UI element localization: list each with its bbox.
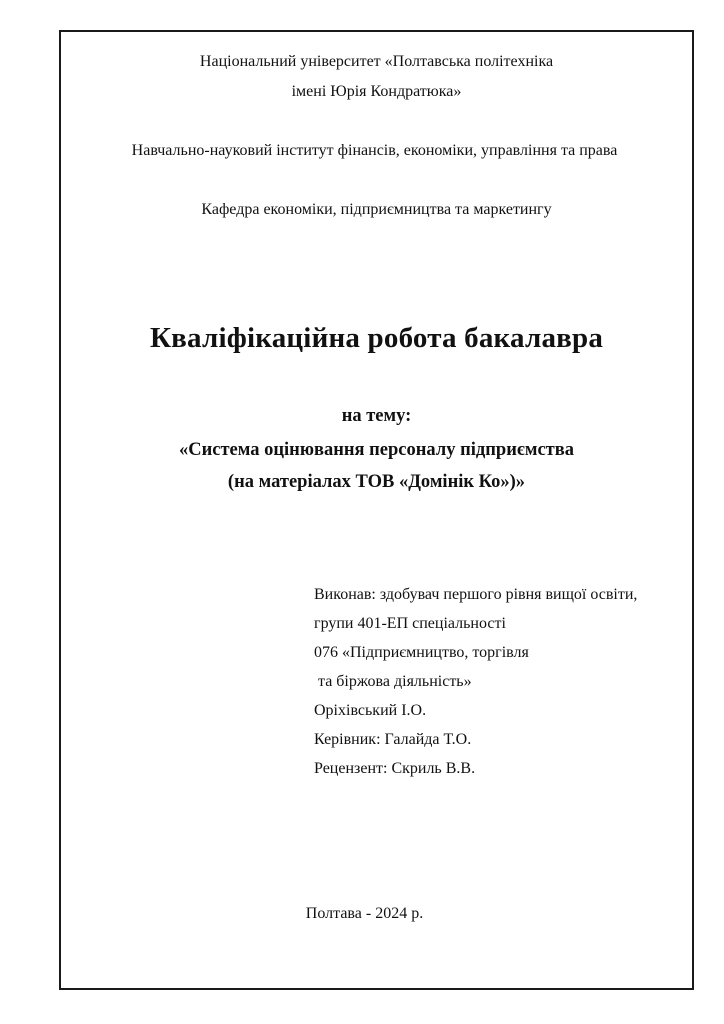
author-line-supervisor: Керівник: Галайда Т.О. bbox=[314, 731, 472, 748]
author-line-student-name: Оріхівський І.О. bbox=[314, 702, 427, 719]
author-line-reviewer: Рецензент: Скриль В.В. bbox=[314, 760, 476, 777]
document-title: Кваліфікаційна робота бакалавра bbox=[149, 322, 604, 354]
author-line-group: групи 401-ЕП спеціальності bbox=[314, 615, 506, 632]
city-year: Полтава - 2024 р. bbox=[305, 905, 424, 922]
author-line-performer: Виконав: здобувач першого рівня вищої освіти, bbox=[314, 586, 638, 603]
topic-line-2: (на матеріалах ТОВ «Домінік Ко»)» bbox=[227, 472, 526, 492]
author-line-specialty: 076 «Підприємництво, торгівля bbox=[314, 644, 529, 661]
topic-line-1: «Система оцінювання персоналу підприємства bbox=[178, 440, 574, 460]
author-line-specialty-cont: та біржова діяльність» bbox=[314, 673, 472, 690]
page-border-frame bbox=[59, 30, 694, 990]
institute-name: Навчально-науковий інститут фінансів, економіки, управління та права bbox=[131, 142, 618, 159]
university-name-line-1: Національний університет «Полтавська політехніка bbox=[199, 53, 554, 70]
author-info-block bbox=[314, 583, 684, 786]
university-name-line-2: імені Юрія Кондратюка» bbox=[291, 83, 462, 100]
topic-label: на тему: bbox=[341, 406, 412, 426]
department-name: Кафедра економіки, підприємництва та маркетингу bbox=[201, 201, 552, 218]
